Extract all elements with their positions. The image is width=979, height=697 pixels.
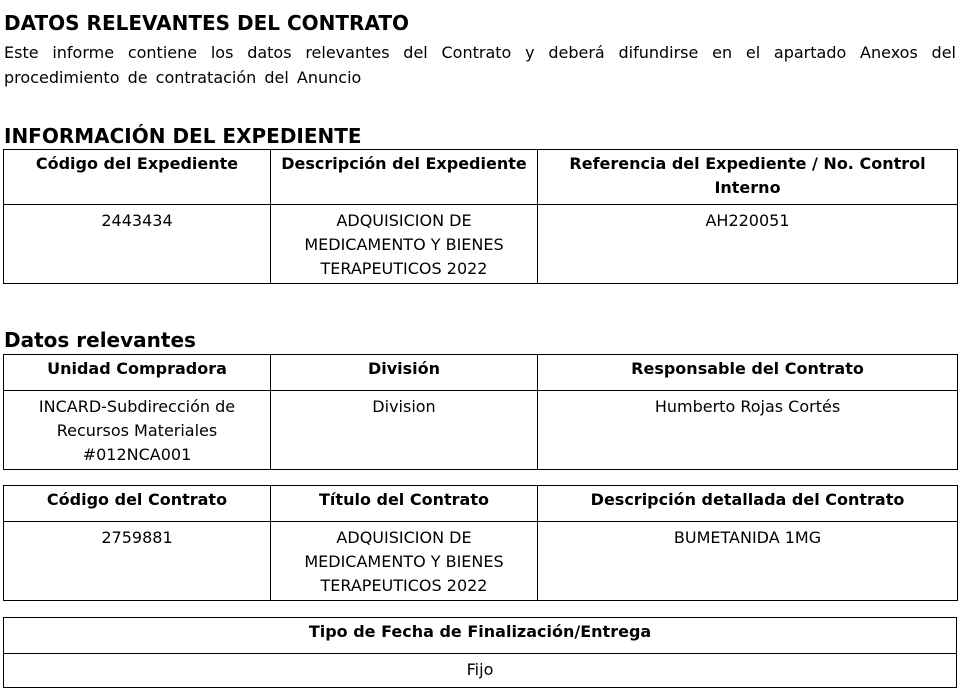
cell-referencia-expediente: AH220051 <box>538 205 958 284</box>
column-header-codigo-expediente: Código del Expediente <box>4 150 271 205</box>
table-row <box>4 391 958 470</box>
cell-descripcion-expediente: ADQUISICION DE MEDICAMENTO Y BIENES TERAPEUTICOS 2022 <box>271 205 538 284</box>
column-header-codigo-contrato: Código del Contrato <box>4 486 271 522</box>
datos-relevantes-heading: Datos relevantes <box>4 328 196 352</box>
table-header-row <box>4 150 958 205</box>
document-title: DATOS RELEVANTES DEL CONTRATO <box>4 11 410 35</box>
column-header-division: División <box>271 355 538 391</box>
cell-codigo-contrato: 2759881 <box>4 522 271 601</box>
column-header-descripcion-expediente: Descripción del Expediente <box>271 150 538 205</box>
table-row <box>4 522 958 601</box>
fecha-table <box>3 617 957 688</box>
contrato-table <box>3 485 958 601</box>
cell-descripcion-detallada: BUMETANIDA 1MG <box>538 522 958 601</box>
cell-tipo-fecha: Fijo <box>4 654 957 688</box>
cell-division: Division <box>271 391 538 470</box>
table-row <box>4 654 957 688</box>
cell-titulo-contrato: ADQUISICION DE MEDICAMENTO Y BIENES TERAPEUTICOS 2022 <box>271 522 538 601</box>
column-header-responsable: Responsable del Contrato <box>538 355 958 391</box>
table-row <box>4 205 958 284</box>
column-header-referencia-expediente: Referencia del Expediente / No. Control Interno <box>538 150 958 205</box>
unidad-table <box>3 354 958 470</box>
cell-unidad-compradora: INCARD-Subdirección de Recursos Materiales #012NCA001 <box>4 391 271 470</box>
expediente-table <box>3 149 958 284</box>
cell-responsable: Humberto Rojas Cortés <box>538 391 958 470</box>
cell-codigo-expediente: 2443434 <box>4 205 271 284</box>
table-header-row <box>4 618 957 654</box>
table-header-row <box>4 355 958 391</box>
column-header-titulo-contrato: Título del Contrato <box>271 486 538 522</box>
column-header-descripcion-detallada: Descripción detallada del Contrato <box>538 486 958 522</box>
table-header-row <box>4 486 958 522</box>
column-header-tipo-fecha: Tipo de Fecha de Finalización/Entrega <box>4 618 957 654</box>
column-header-unidad-compradora: Unidad Compradora <box>4 355 271 391</box>
intro-text: Este informe contiene los datos relevantes del Contrato y deberá difundirse en el apartado Anexos del procedimiento de contratación del Anuncio <box>4 43 956 87</box>
expediente-heading: INFORMACIÓN DEL EXPEDIENTE <box>4 124 362 148</box>
